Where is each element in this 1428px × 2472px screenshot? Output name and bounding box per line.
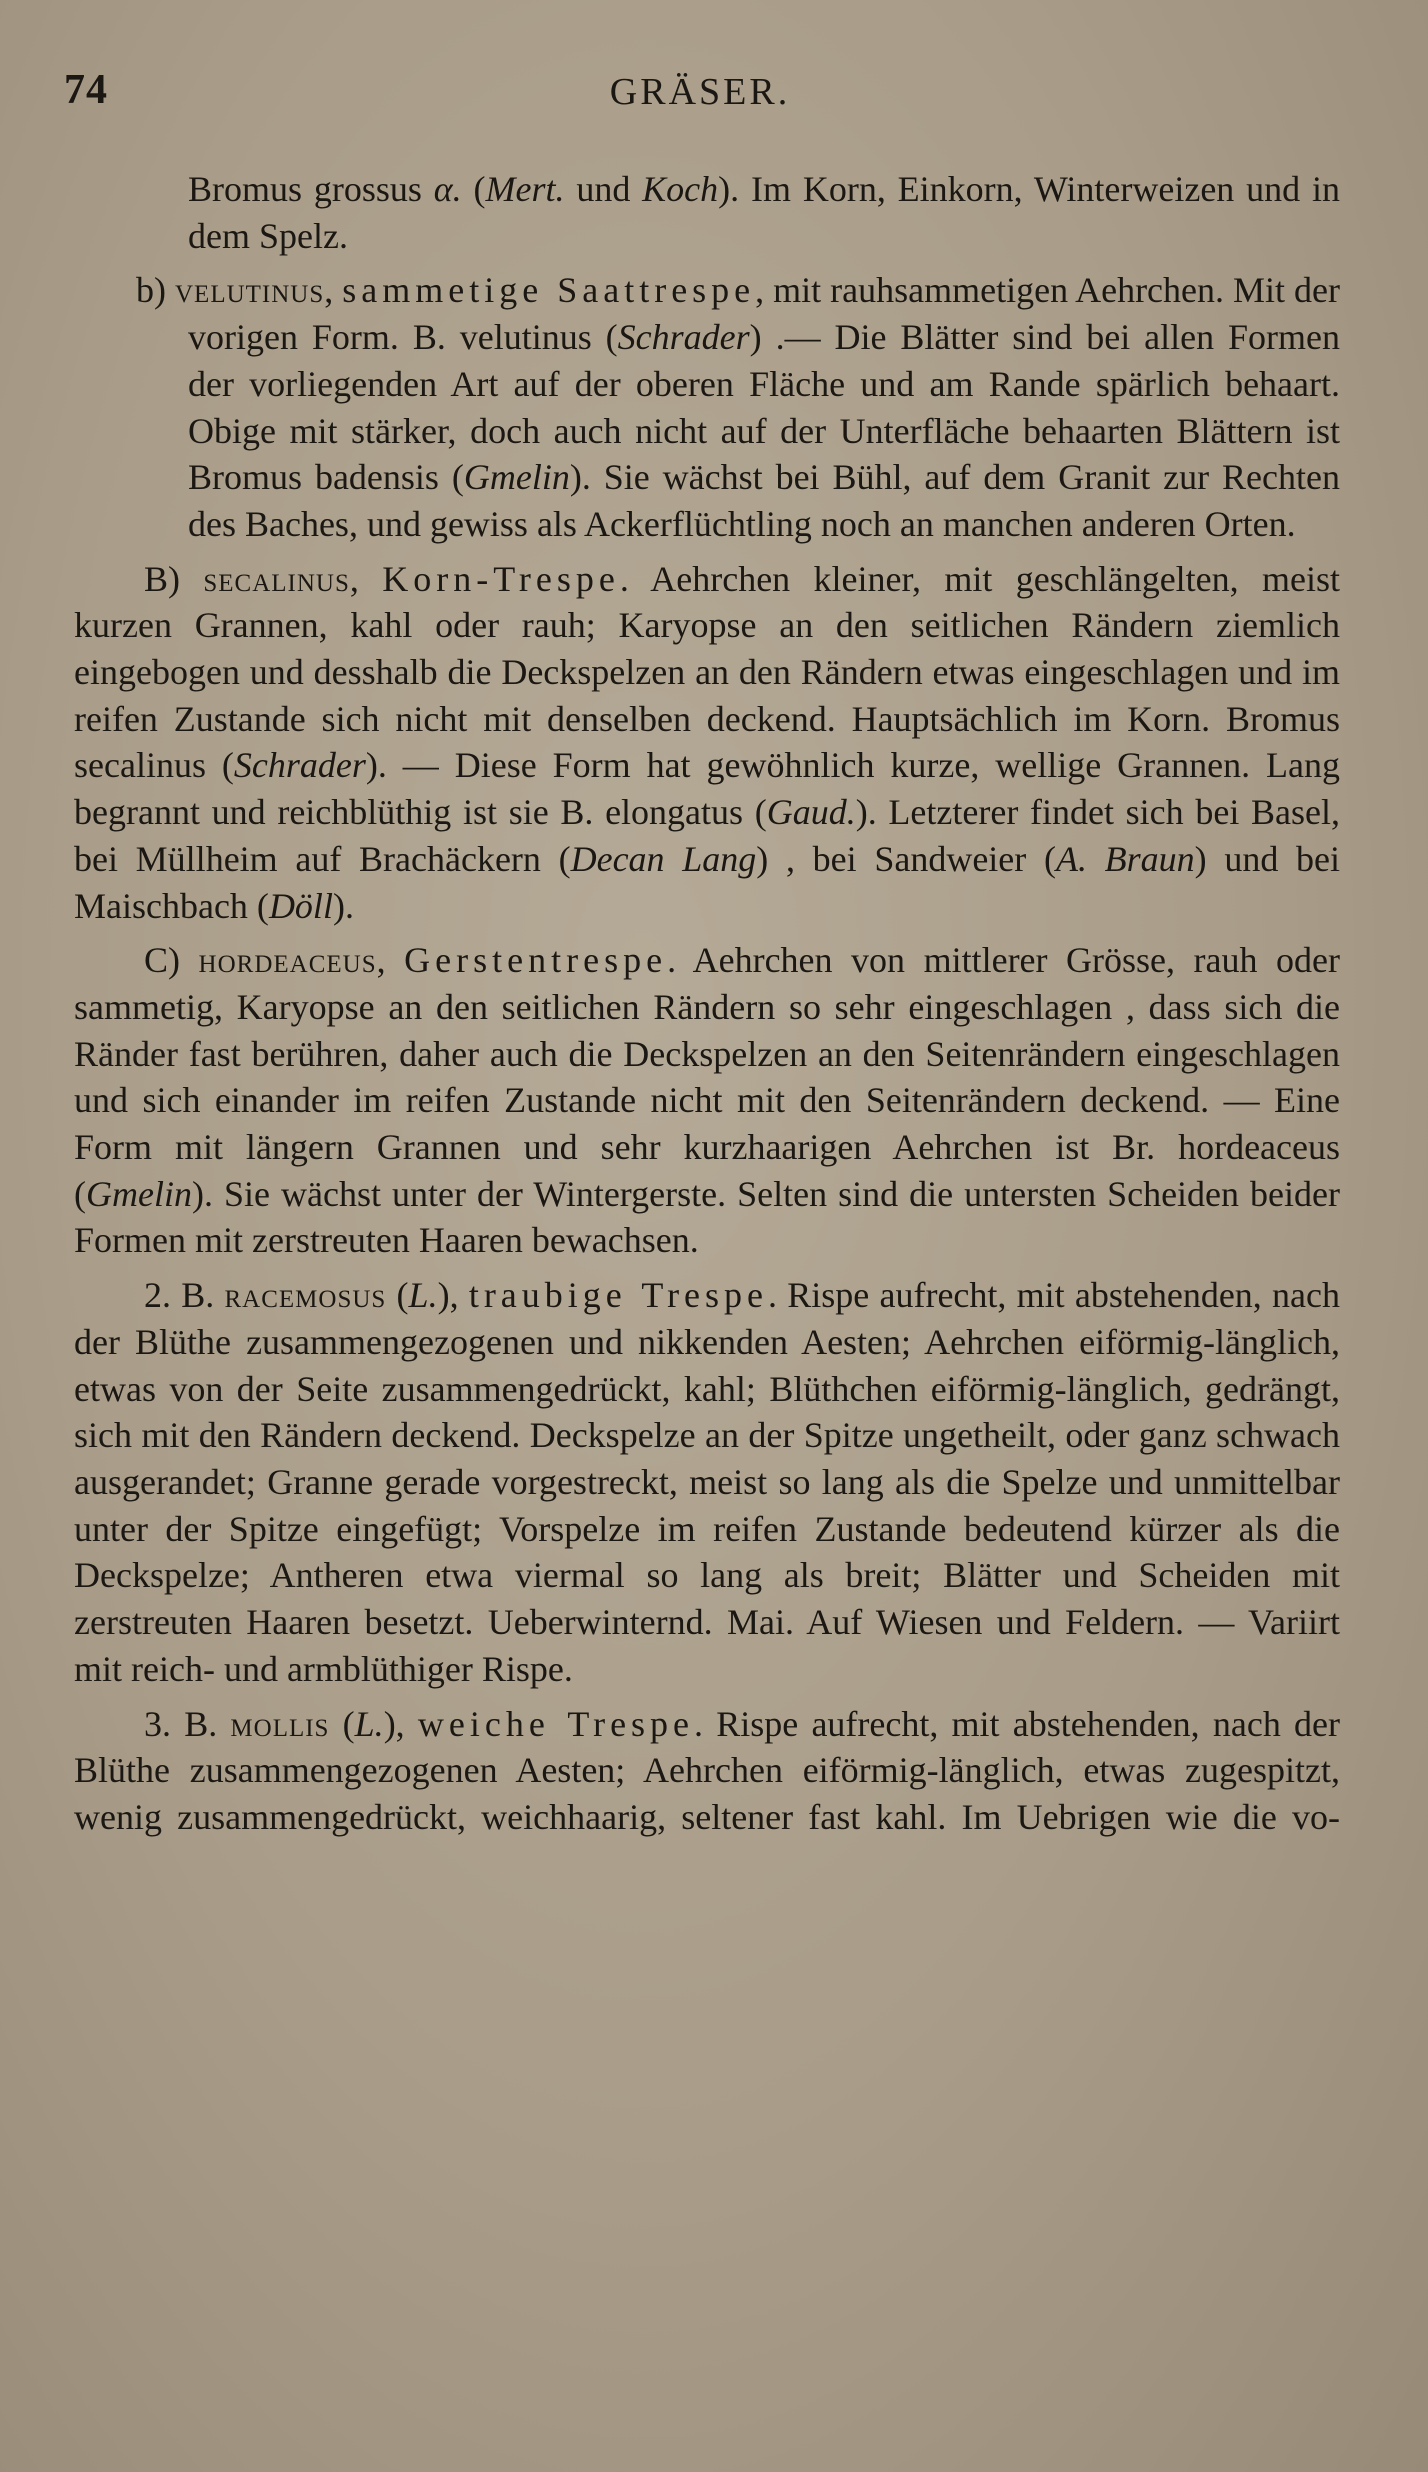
italic-author: Koch bbox=[642, 169, 719, 209]
text: und bbox=[564, 169, 643, 209]
italic-author: Mert. bbox=[485, 169, 565, 209]
text: . Aehrchen von mittlerer Grösse, rauh oder sammetig, Karyopse an den seitlichen Rändern so sehr eingeschlagen , dass sich die Ränder fast berühren, daher auch die Deckspelzen an den Seitenrändern eingeschlagen und sich einander im reifen Zustande nicht mit den Seitenrändern deckend. — Eine Form mit längern Grannen und sehr kurzhaarigen Aehrchen ist Br. hordeaceus ( bbox=[74, 940, 1341, 1214]
paragraph-mollis bbox=[74, 1701, 1340, 1841]
text: . Rispe aufrecht, mit abstehenden, nach der Blüthe zusammengezogenen Aesten; Aehrchen eiförmig-länglich, etwas zugespitzt, wenig zusammengedrückt, weichhaarig, seltener fast kahl. Im Uebrigen wie die vo- bbox=[74, 1703, 1340, 1837]
paragraph-hordeaceus bbox=[74, 937, 1340, 1264]
text: ( bbox=[461, 169, 486, 209]
text: , bbox=[376, 940, 405, 981]
common-name: Korn-Trespe bbox=[382, 558, 620, 599]
text: ), bbox=[383, 1703, 418, 1744]
italic-author: Decan Lang bbox=[570, 838, 757, 879]
item-label: C) bbox=[144, 940, 199, 981]
running-head: GRÄSER. bbox=[609, 71, 791, 113]
common-name: weiche Trespe bbox=[417, 1703, 695, 1744]
species-number: 2. B. bbox=[144, 1275, 225, 1316]
text: ) , bei Sandweier ( bbox=[756, 838, 1056, 879]
text: Bromus grossus bbox=[188, 169, 434, 209]
paragraph-bromus-grossus bbox=[74, 166, 1340, 259]
italic-author: Döll bbox=[268, 885, 333, 926]
text: ( bbox=[329, 1703, 355, 1744]
common-name: sammetige Saattrespe bbox=[342, 270, 756, 311]
italic-author: Schrader bbox=[233, 745, 366, 786]
text: . Aehrchen kleiner, mit geschlängelten, meist kurzen Grannen, kahl oder rauh; Karyopse an den seitlichen Rändern ziemlich eingebogen und desshalb die Deckspelzen an den Rändern etwas eingeschlagen und im reifen Zustande sich nicht mit denselben deckend. Hauptsächlich im Korn. Bromus secalinus ( bbox=[74, 558, 1341, 786]
paragraph-racemosus bbox=[74, 1272, 1340, 1692]
species-name: racemosus bbox=[224, 1275, 387, 1316]
paragraph-velutinus bbox=[74, 267, 1340, 547]
italic-author: L. bbox=[408, 1275, 438, 1316]
variety-name: secalinus bbox=[203, 558, 350, 599]
text: ) .— Die Blätter sind bei allen Formen der vorliegenden Art auf der oberen Fläche und am Rande spärlich behaart. Obige mit stärker, doch auch nicht auf der Unterfläche behaarten Blättern ist Bromus badensis ( bbox=[188, 317, 1340, 498]
text: ( bbox=[386, 1275, 409, 1316]
common-name: Gerstentrespe bbox=[404, 940, 668, 981]
text: ). Im Korn, Einkorn, Winterweizen und in dem Spelz. bbox=[188, 169, 1341, 256]
text: . Rispe aufrecht, mit abstehenden, nach der Blüthe zusammengezogenen und nikkenden Aesten; Aehrchen eiförmig-länglich, etwas von der Seite zusammengedrückt, kahl; Blüthchen eiförmig-länglich, gedrängt, sich mit den Rändern deckend. Deckspelze an der Spitze ungetheilt, oder ganz schwach ausgerandet; Granne gerade vorgestreckt, meist so lang als die Spelze und unmittelbar unter der Spitze eingefügt; Vorspelze im reifen Zustande bedeutend kürzer als die Deckspelze; Antheren etwa viermal so lang als breit; Blätter und Scheiden mit zerstreuten Haaren besetzt. Ueberwinternd. Mai. Auf Wiesen und Feldern. — Variirt mit reich- und armblüthiger Rispe. bbox=[74, 1275, 1341, 1689]
page-number: 74 bbox=[64, 67, 108, 113]
text: ). Letzterer findet sich bei Basel, bei Müllheim auf Brachäckern ( bbox=[74, 792, 1340, 879]
variety-name: hordeaceus bbox=[198, 940, 377, 981]
text: ). bbox=[332, 885, 354, 926]
item-label: b) bbox=[136, 270, 175, 311]
page-header bbox=[60, 66, 1340, 136]
text: , bbox=[349, 558, 383, 599]
italic-author: Schrader bbox=[617, 317, 750, 358]
italic-author: Gmelin bbox=[463, 457, 570, 498]
text: ), bbox=[437, 1275, 469, 1316]
text: , mit rauhsammetigen Aehrchen. Mit der vorigen Form. B. velutinus ( bbox=[188, 270, 1340, 358]
item-label: B) bbox=[144, 558, 204, 599]
species-name: mollis bbox=[230, 1703, 330, 1744]
italic-author: L. bbox=[354, 1703, 384, 1744]
page-body bbox=[74, 166, 1340, 1841]
text: , bbox=[324, 270, 343, 311]
italic-author: A. Braun bbox=[1055, 838, 1195, 879]
common-name: traubige Trespe bbox=[468, 1275, 769, 1316]
text: ). Sie wächst bei Bühl, auf dem Granit zur Rechten des Baches, und gewiss als Ackerflüchtling noch an manchen anderen Orten. bbox=[188, 457, 1340, 544]
species-number: 3. B. bbox=[144, 1703, 231, 1744]
variety-name: velutinus bbox=[175, 270, 325, 311]
paragraph-secalinus bbox=[74, 556, 1340, 930]
text: ). Sie wächst unter der Wintergerste. Selten sind die untersten Scheiden beider Formen mit zerstreuten Haaren bewachsen. bbox=[74, 1173, 1340, 1261]
text: ). — Diese Form hat gewöhnlich kurze, wellige Grannen. Lang begrannt und reichblüthig ist sie B. elongatus ( bbox=[74, 745, 1340, 833]
italic-text: α. bbox=[433, 169, 462, 209]
italic-author: Gmelin bbox=[86, 1173, 192, 1214]
italic-author: Gaud. bbox=[766, 792, 856, 833]
text: ) und bei Maischbach ( bbox=[74, 838, 1340, 926]
